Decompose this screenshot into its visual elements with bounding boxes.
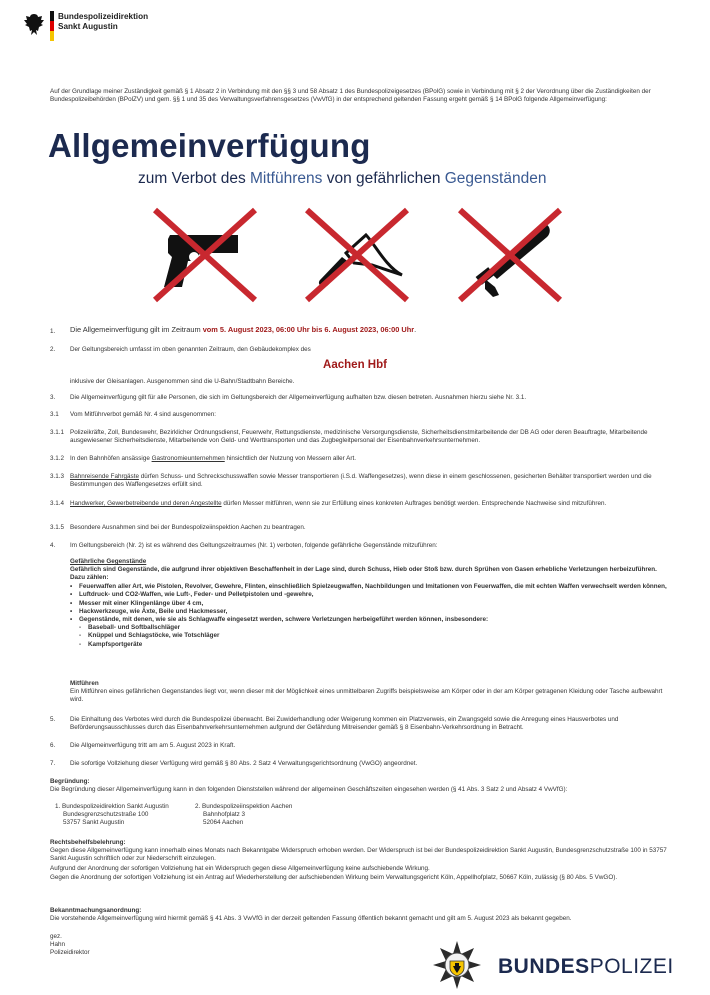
item-6-text: Die Allgemeinverfügung tritt am am 5. August 2023 in Kraft. xyxy=(70,742,236,749)
item-314-a: Handwerker, Gewerbetreibende und deren Angestellte xyxy=(70,500,222,507)
federal-eagle-logo xyxy=(22,11,46,39)
dangerous-list xyxy=(70,583,670,624)
item-number: 3.1.5 xyxy=(50,524,65,531)
item-313-text xyxy=(70,473,670,489)
item-313-b: dürfen Schuss- und Schreckschusswaffen sowie Messer transportieren (i.S.d. Waffengesetzes), wenn diese in einem geschlossenen, gesicherten Behälter transportiert werden und die Bestimmungen des Waffengesetzes erfüllt sind. xyxy=(70,473,652,489)
reasons-heading: Begründung: xyxy=(50,778,90,785)
pistol-crossed-icon xyxy=(150,205,260,305)
dangerous-items-section xyxy=(70,558,670,649)
legal-section xyxy=(50,839,670,882)
wordmark-part2: POLIZEI xyxy=(589,955,674,978)
announcement-text: Die vorstehende Allgemeinverfügung wird hiermit gemäß § 41 Abs. 3 VwVfG in der derzeit geltenden Fassung öffentlich bekannt gemacht und gilt am 5. August 2023 als bekannt gegeben. xyxy=(50,915,572,923)
page-subtitle xyxy=(138,170,546,188)
police-star-icon xyxy=(432,940,482,990)
item-315-text: Besondere Ausnahmen sind bei der Bundespolizeiinspektion Aachen zu beantragen. xyxy=(70,524,306,531)
carry-section xyxy=(70,680,670,705)
item-1-part-a: Die Allgemeinverfügung gilt im Zeitraum xyxy=(70,325,203,334)
announcement-heading: Bekanntmachungsanordnung: xyxy=(50,907,142,914)
item-313-a: Bahnreisende Fahrgäste xyxy=(70,473,139,480)
item-314-b: dürfen Messer mitführen, wenn sie zur Erfüllung eines konkreten Auftrages benötigt werden. Entsprechende Nachweise sind mitzuführen. xyxy=(221,500,607,507)
item-312-b: Gastronomieunternehmen xyxy=(151,455,225,462)
legal-heading: Rechtsbehelfsbelehrung: xyxy=(50,839,126,846)
blunt-weapons-list xyxy=(79,624,670,649)
dangerous-heading: Gefährliche Gegenstände xyxy=(70,558,147,565)
item-number: 3. xyxy=(50,394,56,401)
list-item: • Messer mit einer Klingenlänge über 4 cm, xyxy=(70,600,670,608)
office-1-line: 1. Bundespolizeidirektion Sankt Augustin xyxy=(55,803,169,810)
knife-crossed-icon xyxy=(302,205,412,305)
list-item: - Knüppel und Schlagstöcke, wie Totschläger xyxy=(79,632,670,640)
office-2-line: 52064 Aachen xyxy=(203,819,244,827)
carry-heading: Mitführen xyxy=(70,680,99,687)
item-2-text-b: inklusive der Gleisanlagen. Ausgenommen sind die U-Bahn/Stadtbahn Bereiche. xyxy=(70,378,295,385)
legal-p3: Gegen die Anordnung der sofortigen Vollziehung ist ein Antrag auf Wiederherstellung der aufschiebenden Wirkung beim Verwaltungsgericht Köln, Appellhofplatz, 50667 Köln, zulässig (§ 80 Abs. 5 VwGO). xyxy=(50,873,618,881)
wordmark-part1: BUNDES xyxy=(498,955,590,978)
authority-line1: Bundespolizeidirektion xyxy=(58,12,149,21)
office-2-line: Bahnhofplatz 3 xyxy=(203,811,246,819)
item-number: 3.1.4 xyxy=(50,500,65,507)
item-number: 6. xyxy=(50,742,56,749)
item-number: 4. xyxy=(50,542,56,549)
item-number: 5. xyxy=(50,716,56,723)
subtitle-part3: von gefährlichen xyxy=(322,170,445,187)
flag-bar xyxy=(50,11,54,41)
item-number: 3.1 xyxy=(50,411,59,418)
item-2-text: Der Geltungsbereich umfasst im oben genannten Zeitraum, den Gebäudekomplex des xyxy=(70,346,311,353)
subtitle-part2: Mitführens xyxy=(250,170,323,187)
authority-line2: Sankt Augustin xyxy=(58,22,118,31)
item-4-text: Im Geltungsbereich (Nr. 2) ist es während des Geltungszeitraumes (Nr. 1) verboten, folgende gefährliche Gegenstände mitzuführen: xyxy=(70,542,438,549)
office-2-line: 2. Bundespolizeiinspektion Aachen xyxy=(195,803,293,810)
item-312-text xyxy=(70,455,670,463)
list-item: • Hackwerkzeuge, wie Äxte, Beile und Hackmesser, xyxy=(70,608,670,616)
list-item: • Feuerwaffen aller Art, wie Pistolen, Revolver, Gewehre, Flinten, einschließlich Spielzeugwaffen, Nachbildungen und Imitationen von Feuerwaffen, die mit echten Waffen verwechselt werden können, xyxy=(70,583,670,591)
legal-p2: Aufgrund der Anordnung der sofortigen Vollziehung hat ein Widerspruch gegen diese Allgemeinverfügung keine aufschiebende Wirkung. xyxy=(50,864,430,872)
station-name: Aachen Hbf xyxy=(323,359,387,371)
item-1-text xyxy=(70,326,670,334)
office-1-line: 53757 Sankt Augustin xyxy=(63,819,125,827)
item-number: 3.1.2 xyxy=(50,455,65,462)
signature-line: Hahn xyxy=(50,941,66,949)
item-3-text: Die Allgemeinverfügung gilt für alle Personen, die sich im Geltungsbereich der Allgemeinverfügung aufhalten bzw. diesen betreten. Ausnahmen hierzu siehe Nr. 3.1. xyxy=(70,394,527,401)
authority-name xyxy=(58,12,148,32)
item-312-a: In den Bahnhöfen ansässige xyxy=(70,455,152,462)
dangerous-definition: Gefährlich sind Gegenstände, die aufgrund ihrer objektiven Beschaffenheit in der Lage sind, durch Schuss, Hieb oder Stoß bzw. durch Sprühen von Gasen erhebliche Verletzungen herbeizuführen. Dazu zählen: xyxy=(70,566,657,582)
reasons-section xyxy=(50,778,670,794)
item-number: 3.1.3 xyxy=(50,473,65,480)
list-item: - Baseball- und Softballschläger xyxy=(79,624,670,632)
office-1 xyxy=(55,803,169,828)
item-number: 2. xyxy=(50,346,56,353)
bundespolizei-wordmark xyxy=(498,955,674,979)
validity-period: vom 5. August 2023, 06:00 Uhr bis 6. August 2023, 06:00 Uhr xyxy=(202,325,415,334)
item-1-part-c: . xyxy=(414,325,417,334)
legal-p1: Gegen diese Allgemeinverfügung kann innerhalb eines Monats nach Bekanntgabe Widerspruch erhoben werden. Der Widerspruch ist bei der Bundespolizeidirektion Sankt Augustin, Bundesgrenzschutzstraße 100 in 53757 Sankt Augustin schriftlich oder zur Niederschrift einzulegen. xyxy=(50,847,667,863)
announcement-section xyxy=(50,907,670,923)
signature-line: Polizeidirektor xyxy=(50,949,90,957)
carry-text: Ein Mitführen eines gefährlichen Gegenstandes liegt vor, wenn dieser mit der Möglichkeit eines unmittelbaren Zugriffs beispielsweise am Körper oder in der am Körper getragenen Kleidung oder Tasche aufbewahrt wird. xyxy=(70,688,663,704)
office-1-line: Bundesgrenzschutzstraße 100 xyxy=(63,811,149,819)
list-item: • Luftdruck- und CO2-Waffen, wie Luft-, Feder- und Pelletpistolen und -gewehre, xyxy=(70,591,670,599)
item-7-text: Die sofortige Vollziehung dieser Verfügung wird gemäß § 80 Abs. 2 Satz 4 Verwaltungsgerichtsordnung (VwGO) angeordnet. xyxy=(70,760,418,767)
page-title: Allgemeinverfügung xyxy=(48,127,371,164)
item-311-text: Polizeikräfte, Zoll, Bundeswehr, Bezirklicher Ordnungsdienst, Feuerwehr, Rettungsdienste, medizinische Versorgungsdienste, Sicherheitsdienstmitarbeitende der DB AG oder deren Beauftragte, Mitarbeitende ausgewiesener Sicherheitsdienste, Mitarbeitende von Geld- und Werttransporten und das Zugbegleitpersonal der Eisenbahnverkehrsunternehmen. xyxy=(70,429,648,445)
item-5-text: Die Einhaltung des Verbotes wird durch die Bundespolizei überwacht. Bei Zuwiderhandlung oder Weigerung kommen ein Platzverweis, ein Zwangsgeld sowie die Anregung eines Hausverbotes und Beförderungsausschlusses durch das Eisenbahnverkehrsunternehmen aufgrund der Gefährdung Mitreisender gemäß § 8 Eisenbahn-Verkehrsordnung in Betracht. xyxy=(70,716,619,732)
subtitle-part4: Gegenständen xyxy=(444,170,547,187)
list-item: - Kampfsportgeräte xyxy=(79,641,670,649)
baton-crossed-icon xyxy=(455,205,565,305)
item-number: 7. xyxy=(50,760,56,767)
list-item: • Gegenstände, mit denen, wie sie als Schlagwaffe eingesetzt werden, schwere Verletzungen herbeigeführt werden können, insbesondere: xyxy=(70,616,670,624)
item-31-text: Vom Mitführverbot gemäß Nr. 4 sind ausgenommen: xyxy=(70,411,216,418)
item-number: 1. xyxy=(50,328,56,335)
preamble: Auf der Grundlage meiner Zuständigkeit gemäß § 1 Absatz 2 in Verbindung mit den §§ 3 und 58 Absatz 1 des Bundespolizeigesetzes (BPolG) sowie in Verbindung mit § 2 der Verordnung über die Zuständigkeiten der Bundespolizeibehörden (BPolZV) und gem. §§ 1 und 35 des Verwaltungsverfahrensgesetzes (VwVfG) in der entsprechend geltenden Fassung ergeht gemäß § 14 BPolG folgende Allgemeinverfügung: xyxy=(50,88,651,104)
office-2 xyxy=(195,803,292,828)
reasons-text: Die Begründung dieser Allgemeinverfügung kann in den folgenden Dienststellen während der allgemeinen Geschäftszeiten eingesehen werden (§ 41 Abs. 3 Satz 2 und Absatz 4 VwVfG): xyxy=(50,786,568,794)
subtitle-part1: zum Verbot des xyxy=(138,170,251,187)
signature xyxy=(50,933,90,958)
item-314-text xyxy=(70,500,670,508)
item-number: 3.1.1 xyxy=(50,429,65,436)
signature-line: gez. xyxy=(50,933,62,940)
item-312-c: hinsichtlich der Nutzung von Messern aller Art. xyxy=(224,455,356,462)
